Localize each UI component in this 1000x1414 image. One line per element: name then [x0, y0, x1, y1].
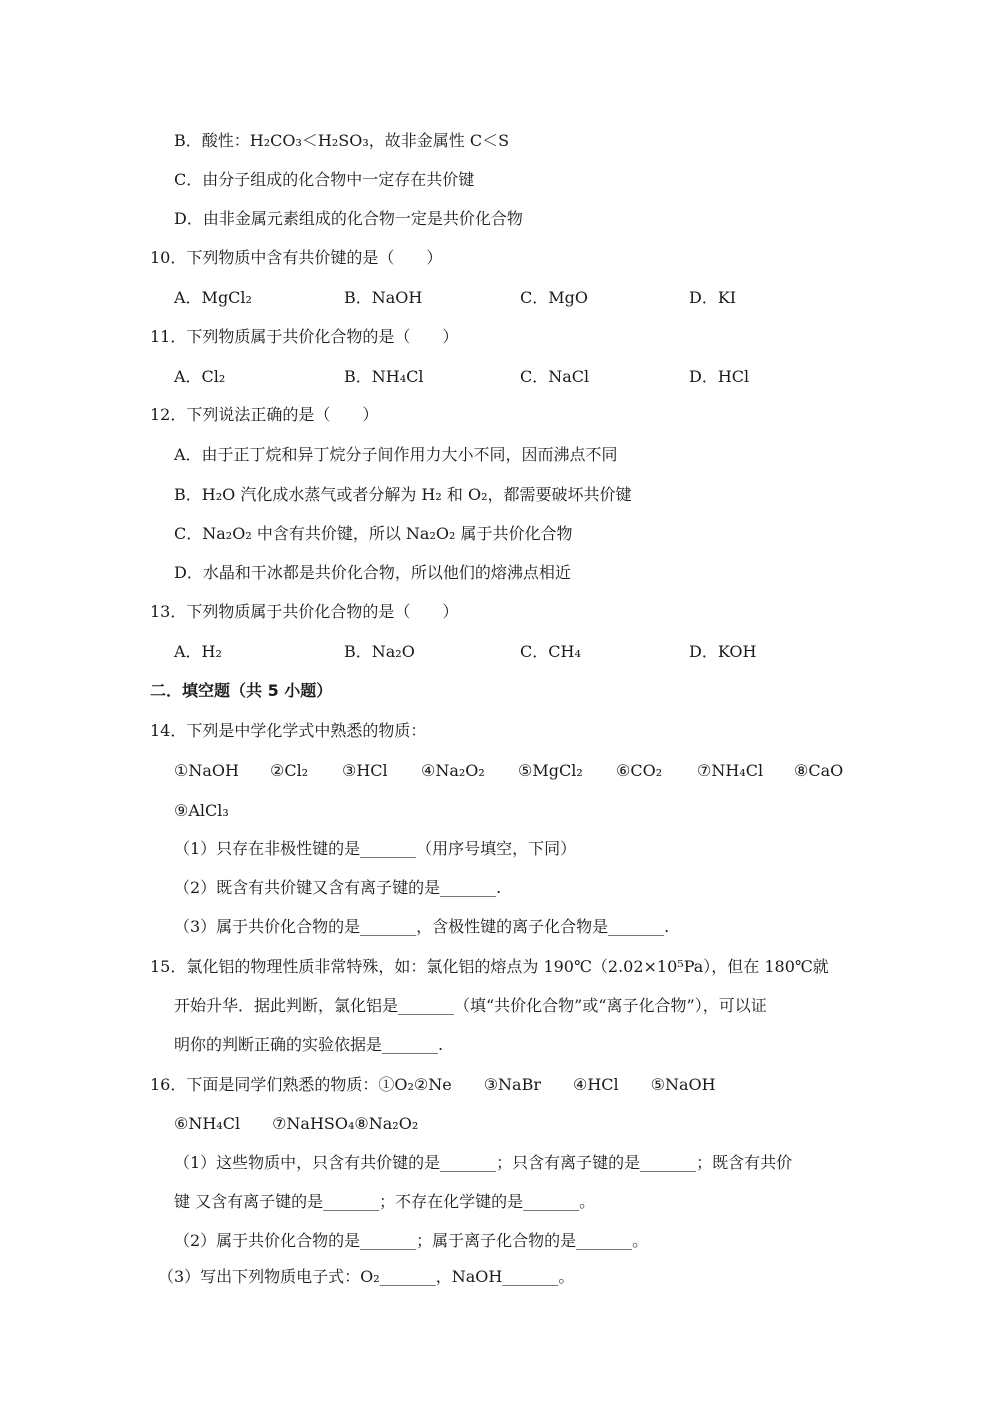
q12-option-b: B．H₂O 汽化成水蒸气或者分解为 H₂ 和 O₂，都需要破坏共价键 — [174, 485, 632, 504]
q15-line-2: 开始升华．据此判断，氯化铝是_______（填“共价化合物”或“离子化合物”），可以证 — [174, 996, 767, 1015]
q16-line-2: ⑥NH₄Cl ⑦NaHSO₄⑧Na₂O₂ — [174, 1114, 419, 1133]
q11-option-a: A．Cl₂ — [174, 367, 226, 386]
q14-item: ⑧CaO — [794, 761, 844, 780]
q10-stem: 10．下列物质中含有共价键的是（ ） — [150, 248, 443, 267]
q14-item: ②Cl₂ — [270, 761, 309, 780]
q13-option-b: B．Na₂O — [344, 642, 415, 661]
q13-option-c: C．CH₄ — [520, 642, 581, 661]
section-heading: 二．填空题（共 5 小题） — [150, 681, 333, 700]
q14-part-1: （1）只存在非极性键的是_______（用序号填空，下同） — [174, 839, 577, 858]
q10-option-d: D．KI — [689, 288, 737, 307]
q16-part-2: （2）属于共价化合物的是_______；属于离子化合物的是_______。 — [174, 1231, 649, 1250]
q14-item: ⑤MgCl₂ — [518, 761, 583, 780]
q10-option-c: C．MgO — [520, 288, 588, 307]
q12-stem: 12．下列说法正确的是（ ） — [150, 405, 379, 424]
q15-line-1: 15．氯化铝的物理性质非常特殊，如：氯化铝的熔点为 190℃（2.02×10⁵Pa），但在 180℃就 — [150, 957, 829, 976]
q14-item: ⑦NH₄Cl — [697, 761, 764, 780]
q10-option-b: B．NaOH — [344, 288, 423, 307]
q9-option-b: B．酸性：H₂CO₃＜H₂SO₃，故非金属性 C＜S — [174, 131, 510, 150]
q14-item: ⑨AlCl₃ — [174, 801, 229, 820]
q16-line-1: 16．下面是同学们熟悉的物质：①O₂②Ne ③NaBr ④HCl ⑤NaOH — [150, 1075, 716, 1094]
q13-option-d: D．KOH — [689, 642, 757, 661]
q14-item: ③HCl — [342, 761, 388, 780]
q12-option-a: A．由于正丁烷和异丁烷分子间作用力大小不同，因而沸点不同 — [174, 445, 618, 464]
q13-option-a: A．H₂ — [174, 642, 222, 661]
q16-part-3: （3）写出下列物质电子式：O₂_______，NaOH_______。 — [158, 1267, 575, 1286]
q12-option-d: D．水晶和干冰都是共价化合物，所以他们的熔沸点相近 — [174, 563, 571, 582]
q10-option-a: A．MgCl₂ — [174, 288, 252, 307]
q11-option-c: C．NaCl — [520, 367, 590, 386]
q14-item: ④Na₂O₂ — [421, 761, 485, 780]
q11-stem: 11．下列物质属于共价化合物的是（ ） — [150, 327, 459, 346]
q13-stem: 13．下列物质属于共价化合物的是（ ） — [150, 602, 459, 621]
q14-stem: 14．下列是中学化学式中熟悉的物质： — [150, 721, 427, 740]
q14-part-2: （2）既含有共价键又含有离子键的是_______. — [174, 878, 502, 897]
q14-item: ⑥CO₂ — [616, 761, 663, 780]
q11-option-d: D．HCl — [689, 367, 750, 386]
q15-line-3: 明你的判断正确的实验依据是_______. — [174, 1035, 444, 1054]
q14-item: ①NaOH — [174, 761, 239, 780]
q12-option-c: C．Na₂O₂ 中含有共价键，所以 Na₂O₂ 属于共价化合物 — [174, 524, 573, 543]
q16-part-1b: 键 又含有离子键的是_______；不存在化学键的是_______。 — [174, 1192, 596, 1211]
q9-option-c: C．由分子组成的化合物中一定存在共价键 — [174, 170, 475, 189]
q11-option-b: B．NH₄Cl — [344, 367, 424, 386]
q16-part-1a: （1）这些物质中，只含有共价键的是_______；只含有离子键的是_______；既含有共价 — [174, 1153, 793, 1172]
q14-part-3: （3）属于共价化合物的是_______，含极性键的离子化合物是_______. — [174, 917, 670, 936]
q9-option-d: D．由非金属元素组成的化合物一定是共价化合物 — [174, 209, 523, 228]
